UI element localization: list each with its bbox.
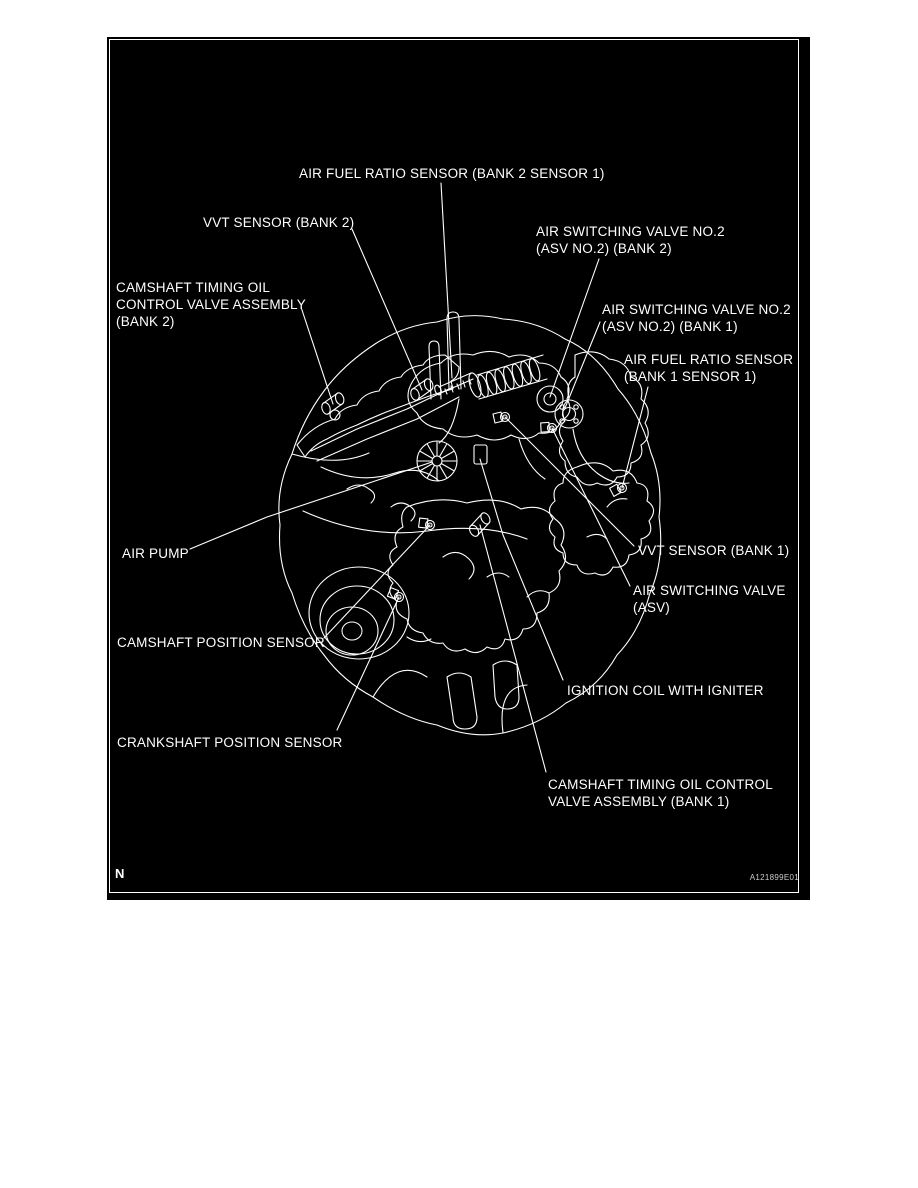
label-layer — [107, 37, 810, 900]
component-label-air-fuel-ratio-sensor-bank2 — [299, 165, 605, 182]
figure-code: A121899E01 — [749, 873, 799, 882]
label-line: AIR FUEL RATIO SENSOR — [624, 352, 794, 367]
component-label-vvt-sensor-bank2 — [203, 214, 354, 231]
label-line: AIR SWITCHING VALVE NO.2 — [602, 302, 791, 317]
label-line: AIR SWITCHING VALVE — [633, 583, 786, 598]
label-line: AIR PUMP — [122, 546, 189, 561]
component-label-air-pump — [122, 545, 189, 562]
component-label-air-switching-valve-no2-bank2 — [536, 223, 725, 257]
label-line: AIR FUEL RATIO SENSOR (BANK 2 SENSOR 1) — [299, 166, 605, 181]
label-line: VALVE ASSEMBLY (BANK 1) — [548, 794, 730, 809]
component-label-camshaft-position-sensor — [117, 634, 325, 651]
label-line: CAMSHAFT POSITION SENSOR — [117, 635, 325, 650]
component-label-vvt-sensor-bank1 — [638, 542, 789, 559]
component-label-air-switching-valve-no2-bank1 — [602, 301, 791, 335]
component-label-ignition-coil-with-igniter — [567, 682, 764, 699]
label-line: (BANK 1 SENSOR 1) — [624, 369, 757, 384]
label-line: CONTROL VALVE ASSEMBLY — [116, 297, 306, 312]
label-line: VVT SENSOR (BANK 1) — [638, 543, 790, 558]
label-line: (ASV NO.2) (BANK 2) — [536, 241, 672, 256]
component-label-crankshaft-position-sensor — [117, 734, 343, 751]
component-label-air-switching-valve — [633, 582, 786, 616]
engine-component-diagram — [107, 37, 810, 900]
label-line: (ASV NO.2) (BANK 1) — [602, 319, 738, 334]
figure-marker: N — [115, 866, 125, 881]
label-line: (ASV) — [633, 600, 671, 615]
label-line: CAMSHAFT TIMING OIL — [116, 280, 271, 295]
component-label-camshaft-timing-oil-control-valve-bank1 — [548, 776, 773, 810]
label-line: IGNITION COIL WITH IGNITER — [567, 683, 764, 698]
component-label-air-fuel-ratio-sensor-bank1 — [624, 351, 793, 385]
component-label-camshaft-timing-oil-control-valve-bank2 — [116, 279, 306, 330]
label-line: CRANKSHAFT POSITION SENSOR — [117, 735, 343, 750]
label-line: VVT SENSOR (BANK 2) — [203, 215, 355, 230]
label-line: CAMSHAFT TIMING OIL CONTROL — [548, 777, 773, 792]
label-line: AIR SWITCHING VALVE NO.2 — [536, 224, 725, 239]
label-line: (BANK 2) — [116, 314, 175, 329]
